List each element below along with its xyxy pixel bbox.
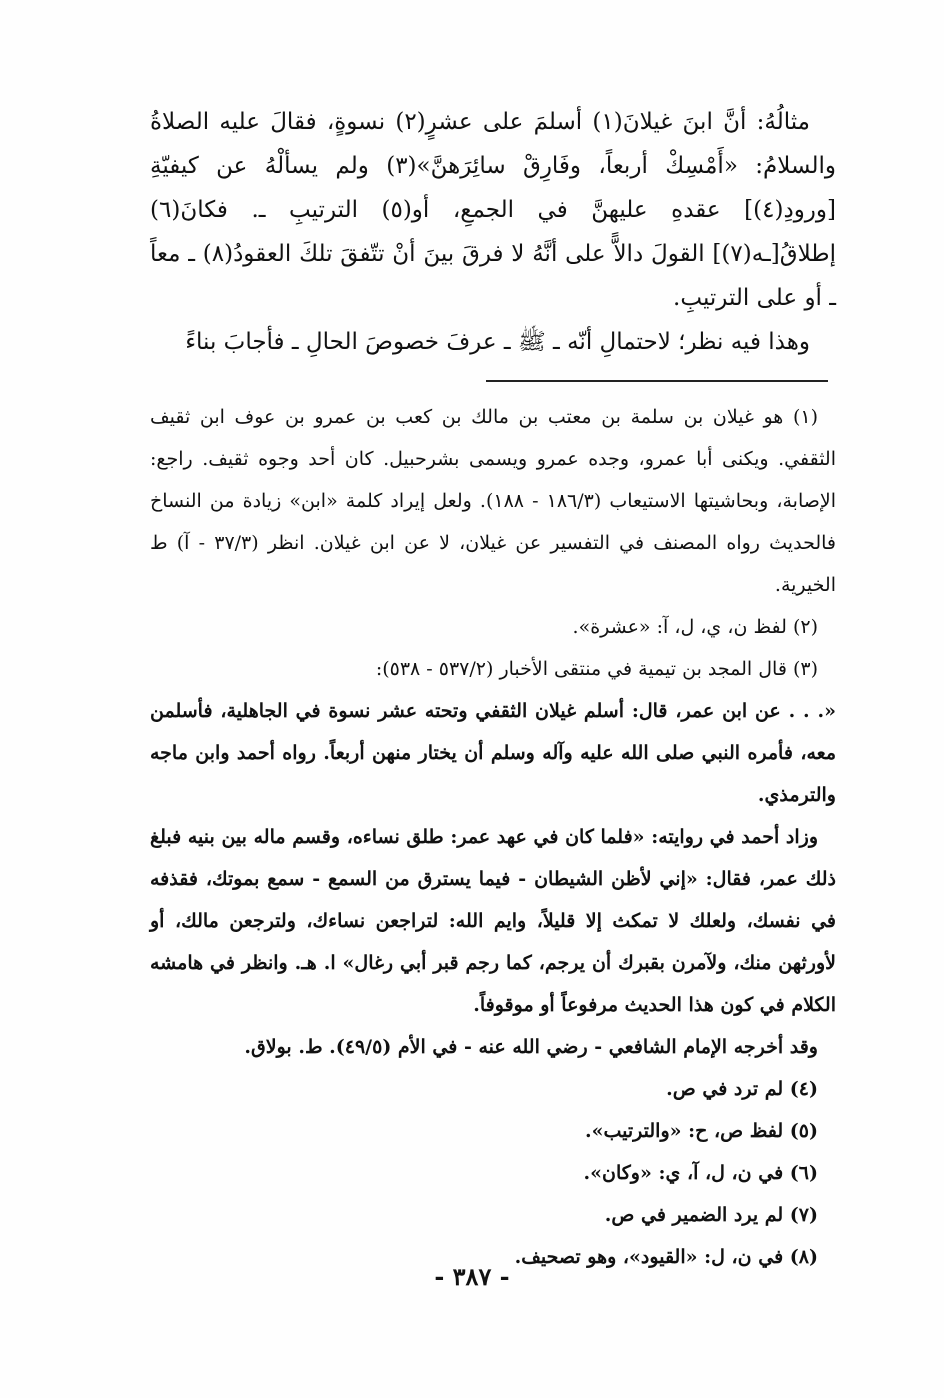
footnote-separator [486,380,828,382]
footnote-8: (٨) في ن، ل: «القيود»، وهو تصحيف. [514,1246,818,1268]
footnote-2: (٢) لفظ ن، ي، ل، آ: «عشرة». [572,616,818,638]
footnote-4: (٤) لم ترد في ص. [666,1078,818,1100]
footnotes [150,396,836,1278]
footnote-5: (٥) لفظ ص، ح: «والترتيب». [585,1120,818,1142]
footnote-3-intro: (٣) قال المجد بن تيمية في منتقى الأخبار (٥٣٧/٢ - ٥٣٨): [375,658,818,680]
footnote-1: (١) هو غيلان بن سلمة بن معتب بن مالك بن كعب بن عمرو بن عوف ابن ثقيف الثقفي. ويكنى أبا عمرو، وجده عمرو ويسمى بشرحبيل. كان أحد وجوه ثقيف. راجع: الإصابة، وبحاشيتها الاستيعاب (١٨٦/٣ - ١٨٨). ولعل إيراد كلمة «ابن» زيادة من النساخ فالحديث رواه المصنف في التفسير عن غيلان، لا عن ابن غيلان. انظر (٣٧/٣ - آ) ط الخيرية. [150,406,836,596]
footnote-6: (٦) في ن، ل، آ، ي: «وكان». [583,1162,818,1184]
main-paragraph-1: مثالُهُ: أنَّ ابنَ غيلانَ(١) أسلمَ على عشرٍ(٢) نسوةٍ، فقالَ عليه الصلاةُ والسلامُ: «أَمْسِكْ أربعاً، وفَارِقْ سائِرَهنَّ»(٣) ولم يسألْهُ عن كيفيّةِ [ورودِ(٤)] عقدهِ عليهنَّ في الجمعِ، أو(٥) الترتيبِ ـ. فكانَ(٦) إطلاقُ[ـه(٧)] القولَ دالاًّ على أنَّهُ لا فرقَ بينَ أنْ تتّفقَ تلكَ العقودُ(٨) ـ معاً ـ أو على الترتيبِ. [150,109,836,311]
page-number: - ٣٨٧ - [434,1262,510,1291]
footnote-3-ahmad: وزاد أحمد في روايته: «فلما كان في عهد عمر: طلق نساءه، وقسم ماله بين بنيه فبلغ ذلك عمر، فقال: «إني لأظن الشيطان - فيما يسترق من السمع - سمع بموتك، فقذفه في نفسك، ولعلك لا تمكث إلا قليلاً، وايم الله: لتراجعن نساءك، ولترجعن مالك، أو لأورثهن منك، ولآمرن بقبرك أن يرجم، كما رجم قبر أبي رغال» ا. هـ. وانظر في هامشه الكلام في كون هذا الحديث مرفوعاً أو موقوفاً. [150,826,836,1016]
main-paragraph-2: وهذا فيه نظر؛ لاحتمالِ أنّه ـ ﷺ ـ عرفَ خصوصَ الحالِ ـ فأجابَ بناءً [185,329,810,355]
footnote-3-shafii: وقد أخرجه الإمام الشافعي - رضي الله عنه - في الأم (٤٩/٥). ط. بولاق. [244,1036,818,1058]
main-text [150,100,836,364]
footnote-3-quote: «. . . عن ابن عمر، قال: أسلم غيلان الثقفي وتحته عشر نسوة في الجاهلية، فأسلمن معه، فأمره النبي صلى الله عليه وآله وسلم أن يختار منهن أربعاً. رواه أحمد وابن ماجه والترمذي. [150,700,836,806]
footnote-7: (٧) لم يرد الضمير في ص. [604,1204,818,1226]
